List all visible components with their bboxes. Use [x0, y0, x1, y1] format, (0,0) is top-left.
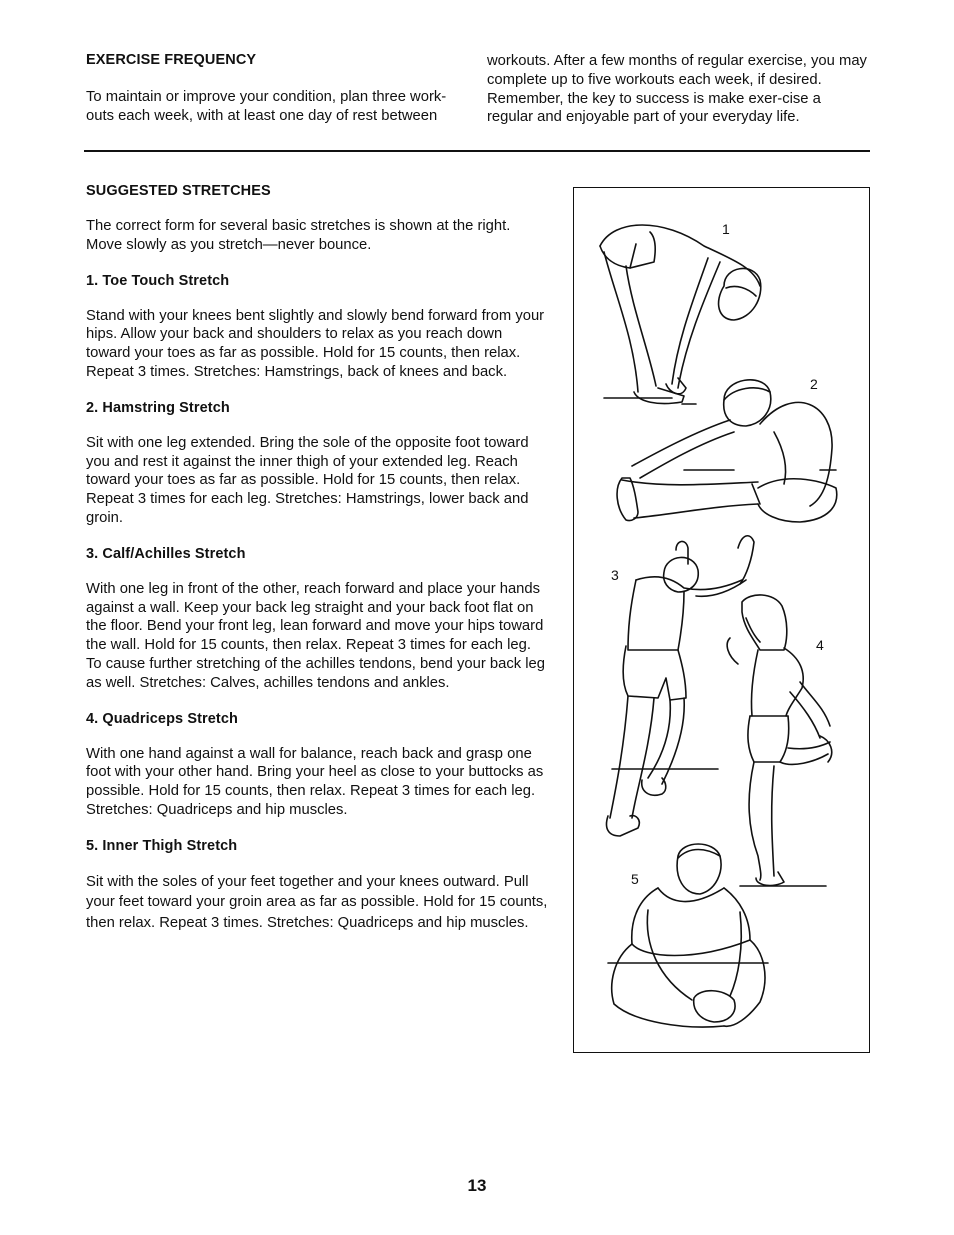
- stretch-title: 1. Toe Touch Stretch: [86, 272, 230, 289]
- stretch-title: 5. Inner Thigh Stretch: [86, 837, 238, 854]
- stretch-illustrations-panel: [573, 187, 870, 1053]
- calf-achilles-figure-illustration: [607, 536, 755, 836]
- stretch-text: Sit with the soles of your feet together and your knees outward. Pull your feet toward your groin area as far as possible. Hold for 15 counts, then relax. Repeat 3 times. Stretches: Quadriceps and hip muscles.: [86, 873, 548, 931]
- figure-label-5: 5: [631, 871, 639, 887]
- suggested-stretches-section: [86, 183, 548, 951]
- exercise-frequency-heading: EXERCISE FREQUENCY: [86, 52, 257, 68]
- exercise-frequency-left-column: [86, 52, 468, 126]
- stretch-text: With one hand against a wall for balance, reach back and grasp one foot with your other hand. Bring your heel as close to your buttocks as possible. Hold for 15 counts, then relax. Repeat 3 times for each leg. Stretches: Quadriceps and hip muscles.: [86, 745, 544, 818]
- exercise-frequency-right-column: [487, 52, 867, 127]
- toe-touch-figure-illustration: [600, 225, 761, 404]
- section-divider: [84, 150, 870, 152]
- figure-label-2: 2: [810, 376, 818, 392]
- stretch-title: 2. Hamstring Stretch: [86, 399, 230, 416]
- suggested-stretches-intro: The correct form for several basic stretches is shown at the right. Move slowly as you stretch—never bounce.: [86, 218, 511, 253]
- exercise-frequency-text-right: workouts. After a few months of regular exercise, you may complete up to five workouts each week, if desired. Remember, the key to success is make exer-cise a regular and enjoyable part of your everyday life.: [487, 53, 867, 126]
- figure-label-4: 4: [816, 637, 824, 653]
- exercise-frequency-text-left: To maintain or improve your condition, plan three work-outs each week, with at least one day of rest between: [86, 89, 447, 124]
- figure-label-3: 3: [611, 567, 619, 583]
- stretch-title: 4. Quadriceps Stretch: [86, 710, 238, 727]
- stretch-text: Stand with your knees bent slightly and slowly bend forward from your hips. Allow your back and shoulders to relax as you reach down toward your toes as far as possible. Hold for 15 counts, then relax. Repeat 3 times. Stretches: Hamstrings, back of knees and back.: [86, 307, 545, 380]
- hamstring-stretch-figure-illustration: [617, 380, 837, 522]
- stretch-text: With one leg in front of the other, reach forward and place your hands against a wall. Keep your back leg straight and your back foot flat on the floor. Bend your front leg, lean forward and move your hips toward the wall. Hold for 15 counts, then relax. Repeat 3 times for each leg. To cause further stretching of the achilles tendons, bend your back leg as well. Stretches: Calves, achilles tendons and ankles.: [86, 580, 545, 691]
- page-number: 13: [467, 1176, 487, 1195]
- suggested-stretches-heading: SUGGESTED STRETCHES: [86, 183, 271, 199]
- stretch-illustrations: [574, 188, 869, 1052]
- figure-label-1: 1: [722, 221, 730, 237]
- stretch-title: 3. Calf/Achilles Stretch: [86, 545, 246, 562]
- stretch-text: Sit with one leg extended. Bring the sole of the opposite foot toward you and rest it against the inner thigh of your extended leg. Reach toward your toes as far as possible. Hold for 15 counts, then relax. Repeat 3 times for each leg. Stretches: Hamstrings, lower back and groin.: [86, 434, 529, 526]
